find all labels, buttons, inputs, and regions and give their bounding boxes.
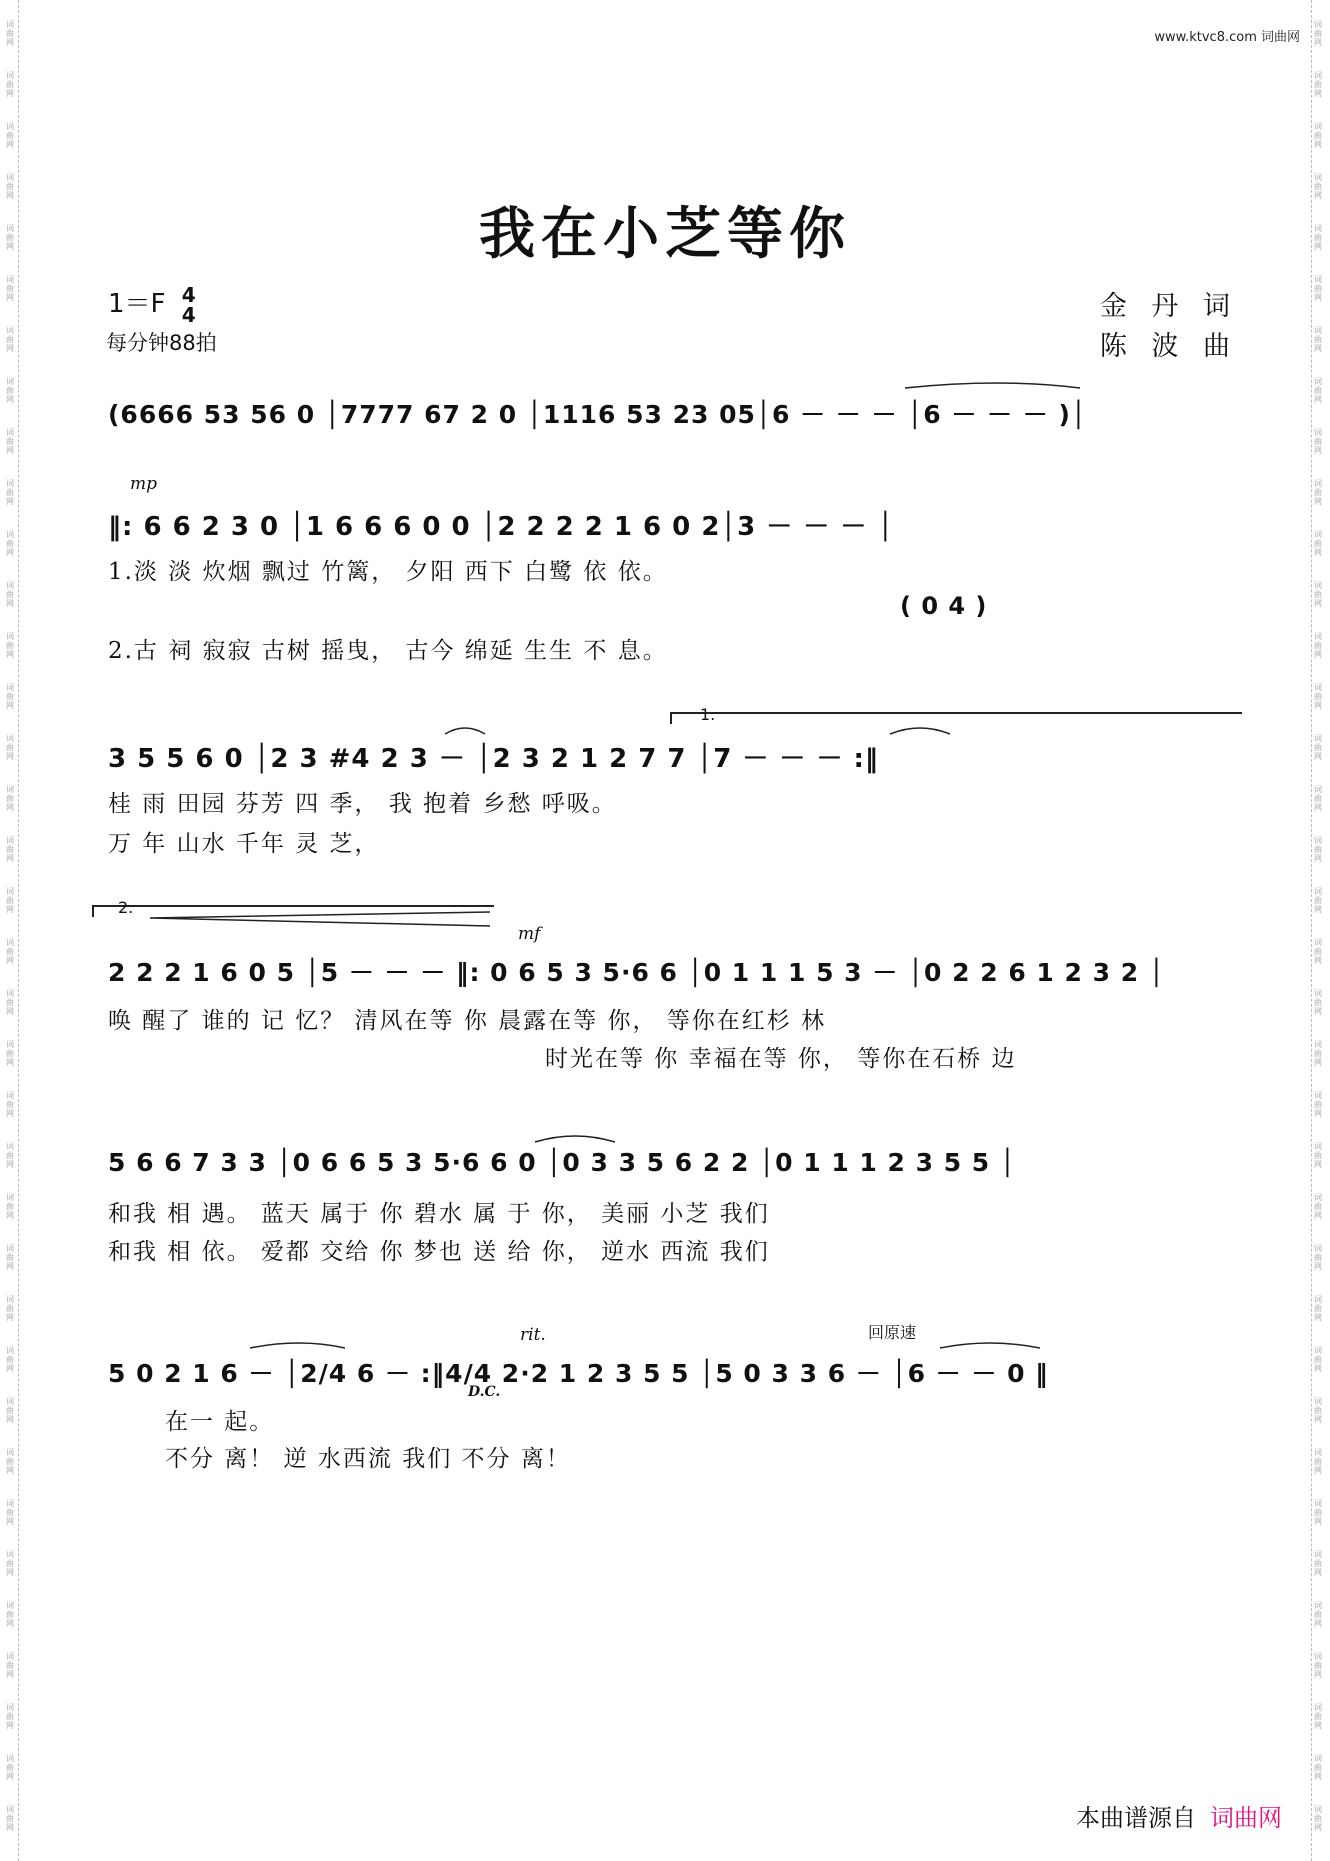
watermark-text: 词 曲 网	[1314, 1652, 1322, 1679]
watermark-text: 词 曲 网	[1314, 428, 1322, 455]
watermark-text: 词 曲 网	[6, 71, 14, 98]
lyric-line-4-verse-2: 时光在等 你 幸福在等 你， 等你在石桥 边	[545, 1046, 1017, 1072]
lyric-line-6-verse-2: 不分 离！ 逆 水西流 我们 不分 离！	[165, 1446, 571, 1472]
watermark-text: 词 曲 网	[1314, 887, 1322, 914]
watermark-text: 词 曲 网	[1314, 683, 1322, 710]
watermark-text: 词 曲 网	[6, 530, 14, 557]
watermark-text: 词 曲 网	[1314, 1244, 1322, 1271]
watermark-text: 词 曲 网	[1314, 275, 1322, 302]
watermark-text: 词 曲 网	[1314, 785, 1322, 812]
footer-source	[1076, 1798, 1282, 1833]
watermark-text: 词 曲 网	[1314, 1805, 1322, 1832]
watermark-text: 词 曲 网	[1314, 1397, 1322, 1424]
watermark-text: 词 曲 网	[6, 1040, 14, 1067]
tempo-mark: 每分钟88拍	[106, 331, 217, 355]
a-tempo-mark: 回原速	[868, 1323, 917, 1342]
watermark-text: 词 曲 网	[1314, 734, 1322, 761]
lyric-line-3-verse-2: 万 年 山水 千年 灵 芝，	[108, 831, 380, 857]
lyric-line-2-verse-2: 2.古 祠 寂寂 古树 摇曳， 古今 绵延 生生 不 息。	[108, 638, 668, 664]
watermark-text: 词 曲 网	[1314, 530, 1322, 557]
lyricist: 金 丹 词	[1099, 291, 1238, 322]
watermark-text: 词 曲 网	[6, 224, 14, 251]
notation-line-5: 5 6 6 7 3 3 │0 6 6 5 3 5·6 6 0 │0 3 3 5 6 2 2 │0 1 1 1 2 3 5 5 │	[108, 1148, 1016, 1177]
watermark-text: 词 曲 网	[6, 428, 14, 455]
slur-line3-1	[445, 728, 485, 734]
watermark-text: 词 曲 网	[6, 683, 14, 710]
watermark-text: 词 曲 网	[6, 989, 14, 1016]
watermark-text: 词 曲 网	[1314, 1550, 1322, 1577]
watermark-text: 词 曲 网	[1314, 224, 1322, 251]
dynamic-mp: mp	[130, 474, 158, 494]
watermark-text: 词 曲 网	[1314, 1499, 1322, 1526]
site-url[interactable]: www.ktvc8.com 词曲网	[1154, 30, 1300, 45]
watermark-text: 词 曲 网	[6, 1448, 14, 1475]
watermark-text: 词 曲 网	[1314, 1091, 1322, 1118]
rit-mark: rit.	[520, 1325, 546, 1345]
slur-line6-1	[250, 1343, 345, 1348]
footer-brand-link[interactable]: 词曲网	[1210, 1804, 1282, 1832]
slur-line5-1	[535, 1136, 615, 1142]
watermark-text: 词 曲 网	[6, 581, 14, 608]
key-label: 1＝F	[108, 289, 166, 319]
watermark-text: 词 曲 网	[1314, 479, 1322, 506]
watermark-text: 词 曲 网	[6, 1601, 14, 1628]
watermark-text: 词 曲 网	[1314, 1448, 1322, 1475]
watermark-text: 词 曲 网	[1314, 20, 1322, 47]
watermark-text: 词 曲 网	[6, 173, 14, 200]
watermark-text: 词 曲 网	[6, 1244, 14, 1271]
notation-line-1: (6666 53 56 0 │7777 67 2 0 │1116 53 23 05│6 － － － │6 － － － )│	[108, 400, 1087, 429]
watermark-text: 词 曲 网	[1314, 1295, 1322, 1322]
watermark-text: 词 曲 网	[6, 1703, 14, 1730]
watermark-text: 词 曲 网	[6, 1295, 14, 1322]
watermark-text: 词 曲 网	[6, 122, 14, 149]
watermark-text: 词 曲 网	[6, 1142, 14, 1169]
watermark-text: 词 曲 网	[6, 734, 14, 761]
hairpin-decrescendo	[150, 912, 490, 926]
watermark-text: 词 曲 网	[6, 836, 14, 863]
watermark-text: 词 曲 网	[1314, 326, 1322, 353]
watermark-text: 词 曲 网	[6, 326, 14, 353]
watermark-text: 词 曲 网	[6, 1346, 14, 1373]
watermark-text: 词 曲 网	[6, 479, 14, 506]
watermark-text: 词 曲 网	[1314, 632, 1322, 659]
watermark-text: 词 曲 网	[1314, 173, 1322, 200]
watermark-text: 词 曲 网	[1314, 71, 1322, 98]
notation-line-3: 3 5 5 6 0 │2 3 #4 2 3 － │2 3 2 1 2 7 7 │7 － － － :‖	[108, 744, 879, 774]
lyric-line-4-verse-1: 唤 醒了 谁的 记 忆？ 清风在等 你 晨露在等 你， 等你在红杉 林	[108, 1008, 827, 1034]
watermark-text: 词 曲 网	[1314, 1040, 1322, 1067]
slur-line6-2	[940, 1343, 1040, 1348]
watermark-text: 词 曲 网	[6, 938, 14, 965]
watermark-text: 词 曲 网	[6, 1091, 14, 1118]
watermark-text: 词 曲 网	[6, 785, 14, 812]
song-title: 我在小芝等你	[479, 201, 851, 267]
notation-line-4: 2 2 2 1 6 0 5 │5 － － － ‖: 0 6 5 3 5·6 6 │0 1 1 1 5 3 － │0 2 2 6 1 2 3 2 │	[108, 958, 1165, 987]
rest-paren: ( 0 4 )	[900, 592, 988, 620]
watermark-text: 词 曲 网	[6, 275, 14, 302]
slur-intro-1	[905, 383, 1080, 388]
dynamic-mf: mf	[518, 924, 541, 944]
watermark-text: 词 曲 网	[6, 1805, 14, 1832]
watermark-text: 词 曲 网	[1314, 836, 1322, 863]
watermark-text: 词 曲 网	[6, 1550, 14, 1577]
dc-mark: D.C.	[468, 1384, 501, 1400]
lyric-line-5-verse-2: 和我 相 依。 爱都 交给 你 梦也 送 给 你， 逆水 西流 我们	[108, 1239, 770, 1265]
notation-line-2: ‖: 6 6 2 3 0 │1 6 6 6 0 0 │2 2 2 2 1 6 0 2│3 － － － │	[108, 512, 895, 542]
watermark-text: 词 曲 网	[1314, 1601, 1322, 1628]
watermark-text: 词 曲 网	[6, 377, 14, 404]
watermark-text: 词 曲 网	[1314, 1142, 1322, 1169]
lyric-line-3-verse-1: 桂 雨 田园 芬芳 四 季， 我 抱着 乡愁 呼吸。	[108, 791, 617, 817]
time-top: 4	[181, 282, 196, 307]
volta-1-label: 1.	[700, 705, 716, 724]
watermark-text: 词 曲 网	[6, 887, 14, 914]
watermark-text: 词 曲 网	[1314, 1346, 1322, 1373]
watermark-text: 词 曲 网	[1314, 1193, 1322, 1220]
volta-2-label: 2.	[118, 898, 134, 917]
footer-text: 本曲谱源自	[1076, 1804, 1196, 1832]
watermark-text: 词 曲 网	[1314, 938, 1322, 965]
watermark-text: 词 曲 网	[6, 1754, 14, 1781]
slur-line3-2	[890, 728, 950, 734]
lyric-line-2-verse-1: 1.淡 淡 炊烟 飘过 竹篱， 夕阳 西下 白鹭 依 依。	[108, 559, 668, 585]
watermark-text: 词 曲 网	[1314, 581, 1322, 608]
lyric-line-5-verse-1: 和我 相 遇。 蓝天 属于 你 碧水 属 于 你， 美丽 小芝 我们	[108, 1201, 770, 1227]
notation-line-6: 5 0 2 1 6 － │2/4 6 － :‖4/4 2·2 1 2 3 5 5 │5 0 3 3 6 － │6 － － 0 ‖	[108, 1359, 1049, 1388]
watermark-text: 词 曲 网	[6, 1652, 14, 1679]
time-bottom: 4	[181, 302, 196, 327]
watermark-text: 词 曲 网	[6, 20, 14, 47]
watermark-text: 词 曲 网	[6, 1397, 14, 1424]
composer: 陈 波 曲	[1099, 331, 1238, 362]
watermark-text: 词 曲 网	[1314, 1703, 1322, 1730]
watermark-text: 词 曲 网	[6, 632, 14, 659]
watermark-text: 词 曲 网	[1314, 122, 1322, 149]
watermark-text: 词 曲 网	[6, 1499, 14, 1526]
watermark-text: 词 曲 网	[1314, 1754, 1322, 1781]
watermark-text: 词 曲 网	[1314, 377, 1322, 404]
lyric-line-6-verse-1: 在一 起。	[165, 1409, 275, 1435]
watermark-text: 词 曲 网	[1314, 989, 1322, 1016]
watermark-text: 词 曲 网	[6, 1193, 14, 1220]
